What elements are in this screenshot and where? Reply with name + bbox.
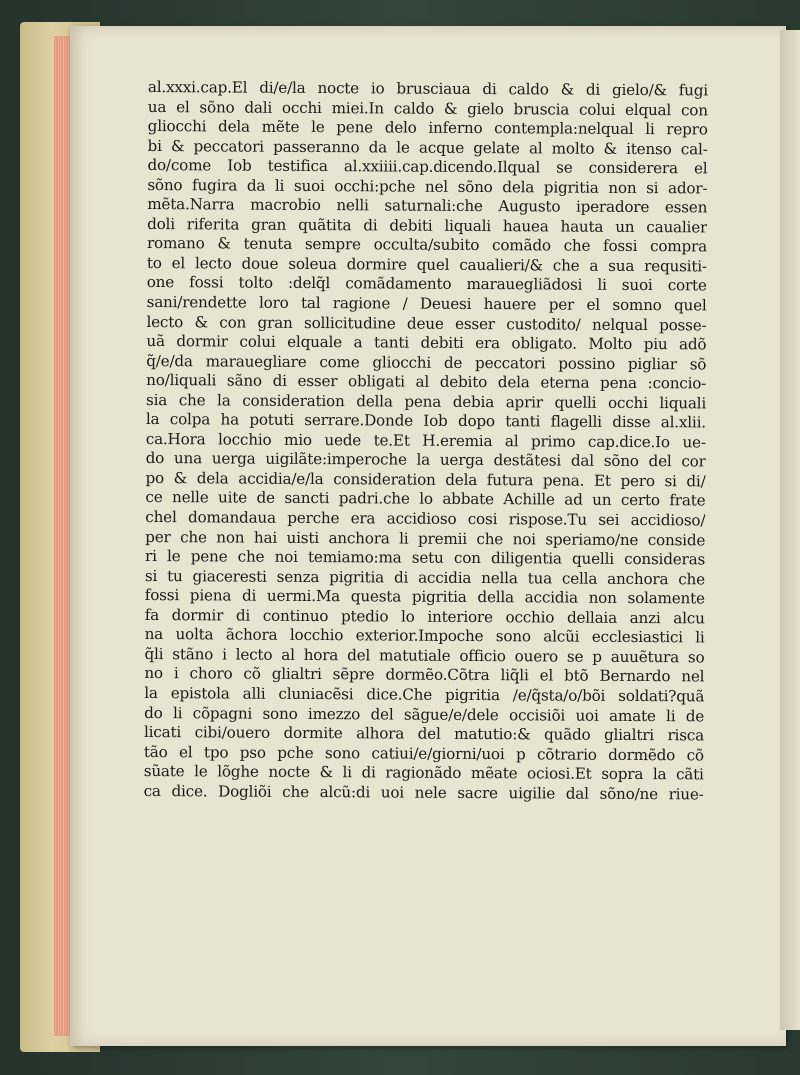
text-line: to el lecto doue soleua dormire quel caualieri/& che a sua requsiti- [146,253,707,276]
text-line: do li cõpagni sono imezzo del sãgue/e/dele occisiõi uoi amate li de [144,703,705,725]
text-line: sũate le lõghe nocte & li di ragionãdo mẽate ociosi.Et sopra la cãti [143,762,704,784]
text-line: fossi piena di uermi.Ma questa pigritia della accidia non solamente [144,586,705,608]
text-line: no/liquali sãno di esser obligati al debito dela eterna pena :concio- [146,371,707,393]
text-line: chel domandaua perche era accidioso cosi rispose.Tu sei accidioso/ [145,508,706,530]
text-line: bi & peccatori passeranno da le acque gelate al molto & itenso cal- [147,136,708,159]
text-line: do una uerga uigilãte:imperoche la uerga destãtesi dal sõno del cor [145,449,706,471]
text-line: lecto & con gran sollicitudine deue esser custodito/ nelqual posse- [146,312,707,334]
text-line: la colpa ha potuti serrare.Donde Iob dopo tanti flagelli disse al.xlii. [145,410,706,432]
text-line: la epistola alli cluniacẽsi dice.Che pigritia /e/q̃sta/o/bõi soldati?quã [144,683,705,706]
text-line: ce nelle uite de sancti padri.che lo abbate Achille ad un certo frate [145,488,706,510]
text-line: gliocchi dela mẽte le pene delo inferno contempla:nelqual li repro [147,117,708,139]
text-line: romano & tenuta sempre occulta/subito comãdo che fossi compra [146,234,708,256]
text-line: ca dice. Dogliõi che alcũ:di uoi nele sacre uigilie dal sõno/ne riue- [143,781,704,804]
text-line: si tu giaceresti senza pigritia di accidia nella tua cella anchora che [144,566,706,589]
facing-page-edge [780,30,800,1030]
text-line: ri le pene che noi temiamo:ma setu con diligentia quelli consideras [145,547,706,569]
text-line: no i choro cõ glialtri sẽpre dormẽo.Cõtra liq̃li el btõ Bernardo nel [144,664,705,686]
text-line: po & dela accidia/e/la consideration dela futura pena. Et pero si di/ [145,468,706,491]
text-line: al.xxxi.cap.El di/e/la nocte io brusciaua di caldo & di gielo/& fugi [147,78,708,100]
text-line: uã dormir colui elquale a tanti debiti era obligato. Molto piu adõ [146,332,707,354]
text-line: na uolta ãchora locchio exterior.Impoche sono alcũi ecclesiastici li [144,625,705,647]
text-line: one fossi tolto :delq̃l comãdamento marauegliãdosi li suoi corte [146,273,707,295]
text-line: sia che la consideration della pena debia aprir quelli occhi liquali [145,390,707,413]
text-line: sõno fugira da li suoi occhi:pche nel sõno dela pigritia non si ador- [147,175,708,198]
text-line: fa dormir di continuo ptedio lo interiore occhio dellaia anzi alcu [144,605,705,628]
text-line: q̃/e/da marauegliare come gliocchi de peccatori possino pigliar sõ [146,351,707,374]
page-text-block [144,78,708,805]
text-line: ca.Hora locchio mio uede te.Et H.eremia al primo cap.dice.Io ue- [145,429,706,452]
text-line: doli riferita gran quãtita di debiti liquali hauea hauta un caualier [147,214,708,237]
text-line: mẽta.Narra macrobio nelli saturnali:che Augusto iperadore essen [147,195,708,217]
text-line: sani/rendette loro tal ragione / Deuesi hauere per el somno quel [146,293,707,315]
text-line: licati cibi/ouero dormite alhora del matutio:& quãdo glialtri risca [143,723,705,745]
text-line: per che non hai uisti anchora li premii che noi speriamo/ne conside [145,527,706,549]
text-line: do/come Iob testifica al.xxiiii.cap.dicendo.Ilqual se considerera el [147,156,708,178]
text-line: q̃li stãno i lecto al hora del matutiale officio ouero se p auuẽtura so [144,644,705,667]
text-line: tão el tpo pso pche sono catiui/e/giorni/uoi p cõtrario dormẽdo cõ [143,742,704,765]
text-line: ua el sõno dali occhi miei.In caldo & gielo bruscia colui elqual con [147,97,708,119]
